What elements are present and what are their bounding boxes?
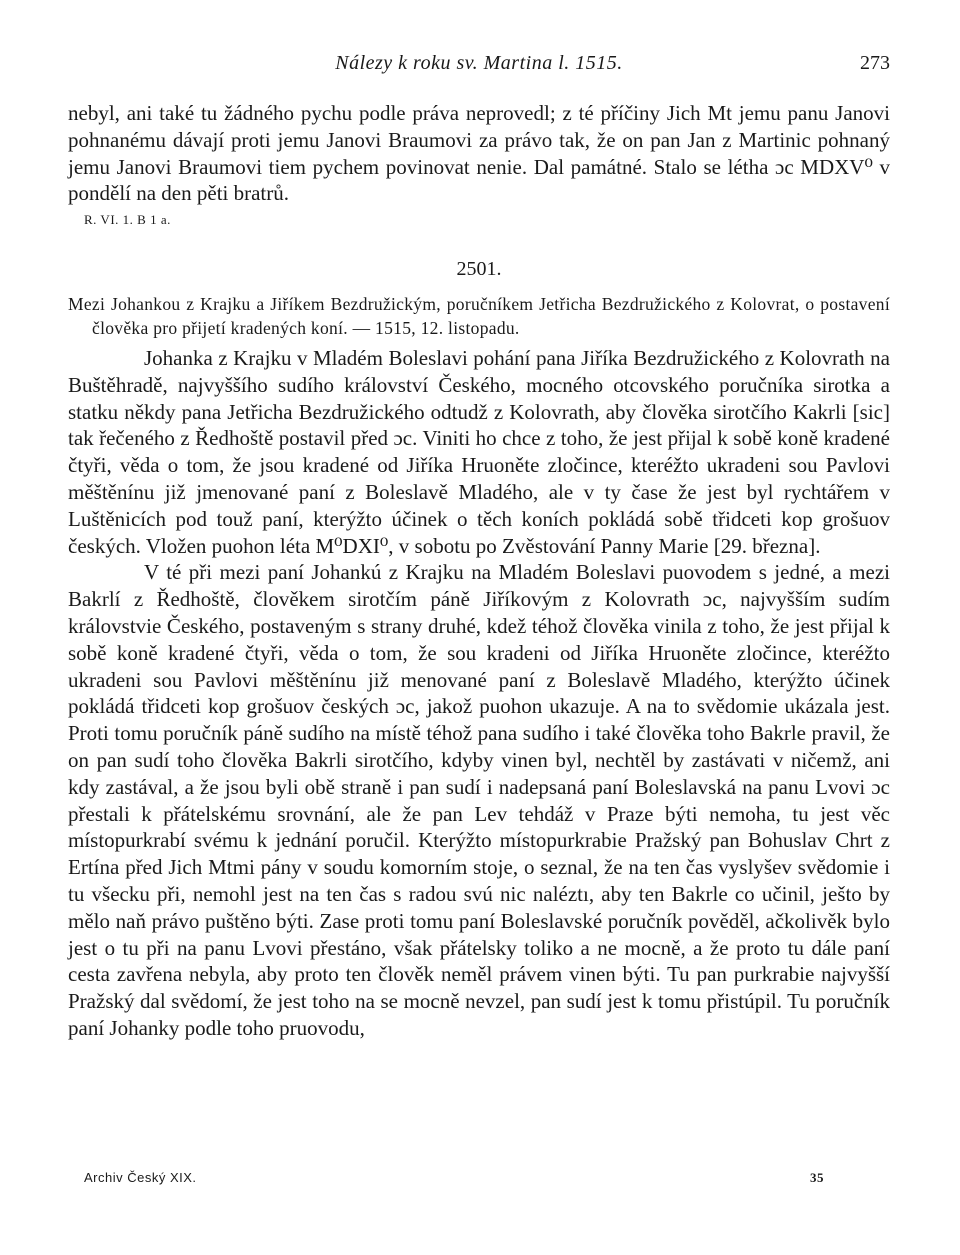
source-reference: R. VI. 1. B 1 a. [84,212,171,228]
running-head [68,52,890,82]
continuation-block [68,100,890,233]
entry-regest-block [68,292,890,340]
continuation-paragraph: nebyl, ani také tu žádného pychu podle práva neprovedl; z té příčiny Jich Mt jemu panu Janovi pohnanému dávají proti jemu Janovi Braumovi za právo tak, že on pan Jan z Martinic pohnaný jemu Janovi Braumovi tiem pychem povinovat nenie. Dal památné. Stalo se létha ɔc MDXV⁰ v pondělí na den pěti bratrů. [68,101,890,206]
footer-signature: Archiv Český XIX. [84,1170,197,1185]
document-page [68,40,890,1230]
page-number: 273 [860,52,890,74]
running-title: Nálezy k roku sv. Martina l. 1515. [335,52,623,74]
entry-paragraph-2: V té při mezi paní Johankú z Krajku na Mladém Boleslavi puovodem s jedné, a mezi Bakrlí z Ředhoště, člověkem sirotčím páně Jiříkovým z Kolovrath ɔc, najvyšším sudím královstvie Českého, postaveným s strany druhé, kdež téhož člověka vinila z toho, že jest přijal k sobě koně kradené čtyři, věda o tom, že sou kradeni od Jiříka Hruoněte zločince, kteréžto ukradeni sou Pavlovi měštěnínu již menované paní z Boleslavě Mladého, kterýžto účinek pokládá třidceti kop grošuov českých ɔc, jakož puohon ukazuje. A na to svědomie ukázala jest. Proti tomu poručník páně sudího na místě téhož pana sudího i také člověka toho Bakrle pravil, že on pan sudí toho člověka Bakrli sirotčího, kdyby vinen byl, nechtěl by zastávati v ničemž, ani kdy zastával, a že jsou byli obě straně i pan sudí i nadepsaná paní Boleslavská na panu Lvovi ɔc přestali k přátelskému srovnání, ale že pan Lev tehdáž v Praze býti nemoha, tu jest věc místopurkrabí svému k jednání poručil. Kterýžto místopurkrabie Pražský pan Bohuslav Chrt z Ertína před Jich Mtmi pány v soudu komorním stoje, o seznal, že na ten čas vyslyšev svědomie i tu všecku při, nemohl jest na ten čas s radou svú nic naléztı, aby ten Bakrle co učinil, ješto by mělo naň právo puštěno býti. Zase proti tomu paní Boleslavské poručník pověděl, ačkolivěk bylo jest o tu při na panu Lvovi přestáno, však přátelsky toliko a ne mocně, a že proto tu dále paní cesta zavřena nebyla, aby proto ten člověk neměl právem vinen býti. Tu pan purkrabie najvyšší Pražský dal svědomí, že jest toho na se mocně nevzel, pan sudí jest k tomu přistúpil. Tu poručník paní Johanky podle toho pruovodu, [68,560,890,1040]
entry-paragraph-1: Johanka z Krajku v Mladém Boleslavi pohání pana Jiříka Bezdružického z Kolovrath na Buštěhradě, najvyššího sudího království Českého, mocného otcovského poručníka sirotka a statku někdy pana Jetřicha Bezdružického odtudž z Kolovrath, aby člověka sirotčího Kakrli [sic] tak řečeného z Ředhoště postavil před ɔc. Viniti ho chce z toho, že jest přijal k sobě koně kradené čtyři, věda o tom, že jsou kradené od Jiříka Hruoněte zločince, kteréžto ukradeni sou Pavlovi měštěnínu již jmenované paní z Boleslavě Mladého, ale v ty čase že jest byl rychtářem v Luštěnicích pod touž paní, kterýžto účinek o těch koních pokládá sobě třidceti kop grošuov českých. Vložen puohon léta M⁰DXI⁰, v sobotu po Zvěstování Panny Marie [29. března]. [68,346,890,558]
footer-sheet-number: 35 [810,1170,824,1185]
entry-body [68,345,890,1042]
entry-regest: Mezi Johankou z Krajku a Jiříkem Bezdružickým, poručníkem Jetřicha Bezdružického z Kolovrat, o postavení člověka pro přijetí kradených koní. — 1515, 12. listopadu. [68,294,890,338]
entry-number: 2501. [456,258,502,280]
page-footer [68,1170,890,1192]
